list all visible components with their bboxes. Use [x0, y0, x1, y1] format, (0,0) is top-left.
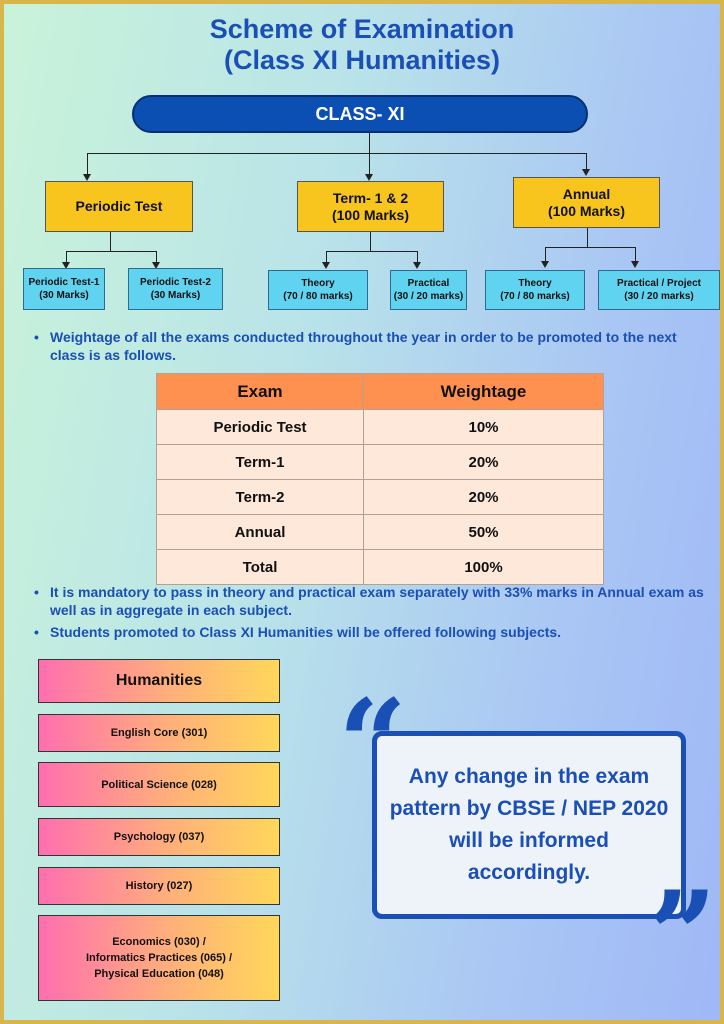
notice-box: [372, 731, 686, 919]
leaf-term-practical: Practical (30 / 20 marks): [390, 270, 467, 310]
cell-weightage: 20%: [364, 480, 604, 515]
bullet-weightage-intro: • Weightage of all the exams conducted throughout the year in order to be promoted to the next class is as follows.: [34, 329, 677, 363]
node-label: Term- 1 & 2: [332, 189, 409, 206]
subject-item-electives: Economics (030) / Informatics Practices (065) / Physical Education (048): [38, 915, 280, 1001]
table-row: [157, 480, 604, 515]
leaf-annual-theory: Theory (70 / 80 marks): [485, 270, 585, 310]
cell-exam: Term-1: [157, 445, 364, 480]
close-quote-icon: ”: [648, 865, 718, 1006]
node-periodic-test: [45, 181, 193, 232]
bullet-dot: •: [34, 329, 39, 345]
node-sub: (100 Marks): [547, 202, 626, 219]
header-exam: Exam: [157, 374, 364, 410]
subject-item: History (027): [38, 867, 280, 905]
bullet-dot: •: [34, 624, 39, 640]
table-row: [157, 445, 604, 480]
cell-weightage: 100%: [364, 550, 604, 585]
header-weightage: Weightage: [364, 374, 604, 410]
leaf-annual-practical: Practical / Project (30 / 20 marks): [598, 270, 720, 310]
table-row: [157, 550, 604, 585]
node-sub: (100 Marks): [331, 206, 410, 223]
table-row: [157, 515, 604, 550]
notice-text: Any change in the exam pattern by CBSE / NEP 2020 will be informed accordingly.: [389, 765, 669, 884]
cell-weightage: 20%: [364, 445, 604, 480]
table-row: [157, 410, 604, 445]
weightage-table: [156, 373, 604, 585]
subject-item: English Core (301): [38, 714, 280, 752]
bullet-subjects-intro: • Students promoted to Class XI Humanities will be offered following subjects.: [34, 624, 562, 640]
bullet-dot: •: [34, 584, 39, 600]
cell-exam: Annual: [157, 515, 364, 550]
subject-item: Political Science (028): [38, 762, 280, 807]
table-header-row: [157, 374, 604, 410]
subjects-heading: Humanities: [38, 659, 280, 703]
class-root-node: CLASS- XI: [132, 95, 588, 133]
node-label: Periodic Test: [75, 198, 163, 214]
page-subtitle: (Class XI Humanities): [223, 45, 501, 75]
node-term: [297, 181, 444, 232]
node-annual: [513, 177, 660, 228]
leaf-term-theory: Theory (70 / 80 marks): [268, 270, 368, 310]
cell-exam: Periodic Test: [157, 410, 364, 445]
leaf-periodic-test-1: Periodic Test-1 (30 Marks): [23, 268, 105, 310]
cell-exam: Term-2: [157, 480, 364, 515]
cell-exam: Total: [157, 550, 364, 585]
cell-weightage: 10%: [364, 410, 604, 445]
subject-item: Psychology (037): [38, 818, 280, 856]
cell-weightage: 50%: [364, 515, 604, 550]
page-title: Scheme of Examination: [209, 14, 515, 44]
node-label: Annual: [562, 185, 611, 202]
open-quote-icon: “: [338, 673, 408, 814]
bullet-pass-rule: • It is mandatory to pass in theory and practical exam separately with 33% marks in Annual exam as well as in aggregate in each subject.: [34, 584, 704, 618]
leaf-periodic-test-2: Periodic Test-2 (30 Marks): [128, 268, 223, 310]
